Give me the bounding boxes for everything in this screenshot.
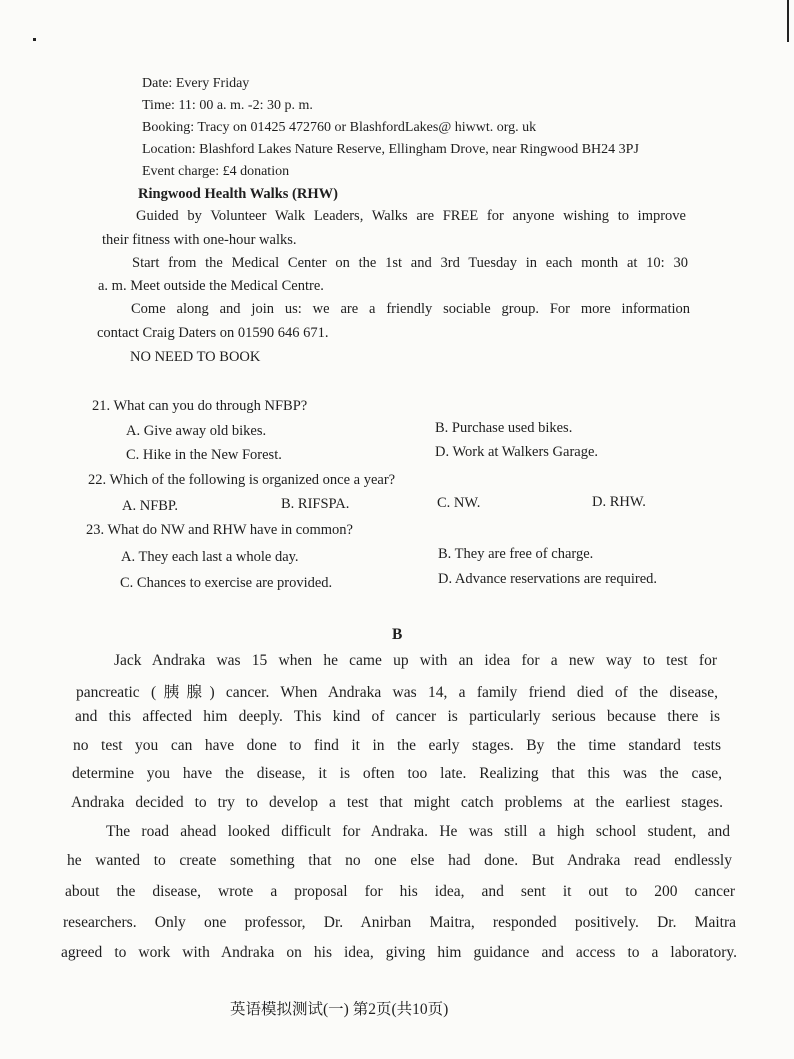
event-time: Time: 11: 00 a. m. -2: 30 p. m. — [142, 98, 313, 113]
question-22-option-d: D. RHW. — [592, 494, 646, 510]
question-22-option-c: C. NW. — [437, 495, 481, 511]
question-22-option-a: A. NFBP. — [122, 498, 179, 514]
passage-b-p1-line-4: no test you can have done to find it in the early stages. By the time standard tests — [73, 737, 721, 754]
section-b-heading: B — [392, 626, 403, 643]
passage-b-p1-line-3: and this affected him deeply. This kind of cancer is particularly serious because there is — [75, 708, 720, 725]
question-23-option-a: A. They each last a whole day. — [121, 549, 299, 565]
passage-b-p1-line-6: Andraka decided to try to develop a test that might catch problems at the earliest stages. — [71, 794, 723, 811]
question-22-stem: 22. Which of the following is organized once a year? — [88, 472, 396, 488]
question-21-option-c: C. Hike in the New Forest. — [126, 447, 282, 463]
scan-dot — [33, 38, 36, 41]
event-location: Location: Blashford Lakes Nature Reserve, Ellingham Drove, near Ringwood BH24 3PJ — [142, 142, 639, 157]
event-charge: Event charge: £4 donation — [142, 164, 290, 179]
rhw-paragraph-3-line-2: contact Craig Daters on 01590 646 671. — [97, 325, 329, 341]
rhw-paragraph-2-line-2: a. m. Meet outside the Medical Centre. — [98, 278, 324, 294]
event-date: Date: Every Friday — [142, 76, 250, 91]
question-21-stem: 21. What can you do through NFBP? — [92, 398, 308, 414]
question-21-option-b: B. Purchase used bikes. — [435, 420, 573, 436]
question-23-option-c: C. Chances to exercise are provided. — [120, 575, 333, 591]
rhw-paragraph-1-line-1: Guided by Volunteer Walk Leaders, Walks are FREE for anyone wishing to improve — [136, 208, 686, 224]
passage-b-p2-line-1: The road ahead looked difficult for Andraka. He was still a high school student, and — [106, 823, 730, 840]
event-booking: Booking: Tracy on 01425 472760 or BlashfordLakes@ hiwwt. org. uk — [142, 120, 537, 135]
question-21-option-d: D. Work at Walkers Garage. — [435, 444, 599, 460]
rhw-paragraph-3-line-1: Come along and join us: we are a friendly sociable group. For more information — [131, 301, 690, 317]
question-22-option-b: B. RIFSPA. — [281, 496, 350, 512]
passage-b-p1-line-1: Jack Andraka was 15 when he came up with an idea for a new way to test for — [114, 652, 717, 669]
page-footer: 英语模拟测试(一) 第2页(共10页) — [230, 1001, 449, 1018]
passage-b-p2-line-5: agreed to work with Andraka on his idea, giving him guidance and access to a laboratory. — [61, 944, 737, 961]
question-21-option-a: A. Give away old bikes. — [126, 423, 267, 439]
rhw-note: NO NEED TO BOOK — [130, 349, 261, 365]
rhw-heading: Ringwood Health Walks (RHW) — [138, 186, 338, 202]
passage-b-p2-line-3: about the disease, wrote a proposal for his idea, and sent it out to 200 cancer — [65, 883, 735, 900]
question-23-option-b: B. They are free of charge. — [438, 546, 594, 562]
passage-b-p2-line-2: he wanted to create something that no one else had done. But Andraka read endlessly — [67, 852, 732, 869]
question-23-stem: 23. What do NW and RHW have in common? — [86, 522, 353, 538]
question-23-option-d: D. Advance reservations are required. — [438, 571, 658, 587]
passage-b-p1-line-5: determine you have the disease, it is often too late. Realizing that this was the case, — [72, 765, 722, 782]
rhw-paragraph-1-line-2: their fitness with one-hour walks. — [102, 232, 297, 248]
passage-b-p2-line-4: researchers. Only one professor, Dr. Anirban Maitra, responded positively. Dr. Maitra — [63, 914, 736, 931]
scan-edge-mark — [787, 0, 789, 42]
passage-b-p1-line-2: pancreatic (胰腺) cancer. When Andraka was 14, a family friend died of the disease, — [76, 684, 718, 701]
rhw-paragraph-2-line-1: Start from the Medical Center on the 1st and 3rd Tuesday in each month at 10: 30 — [132, 255, 688, 271]
